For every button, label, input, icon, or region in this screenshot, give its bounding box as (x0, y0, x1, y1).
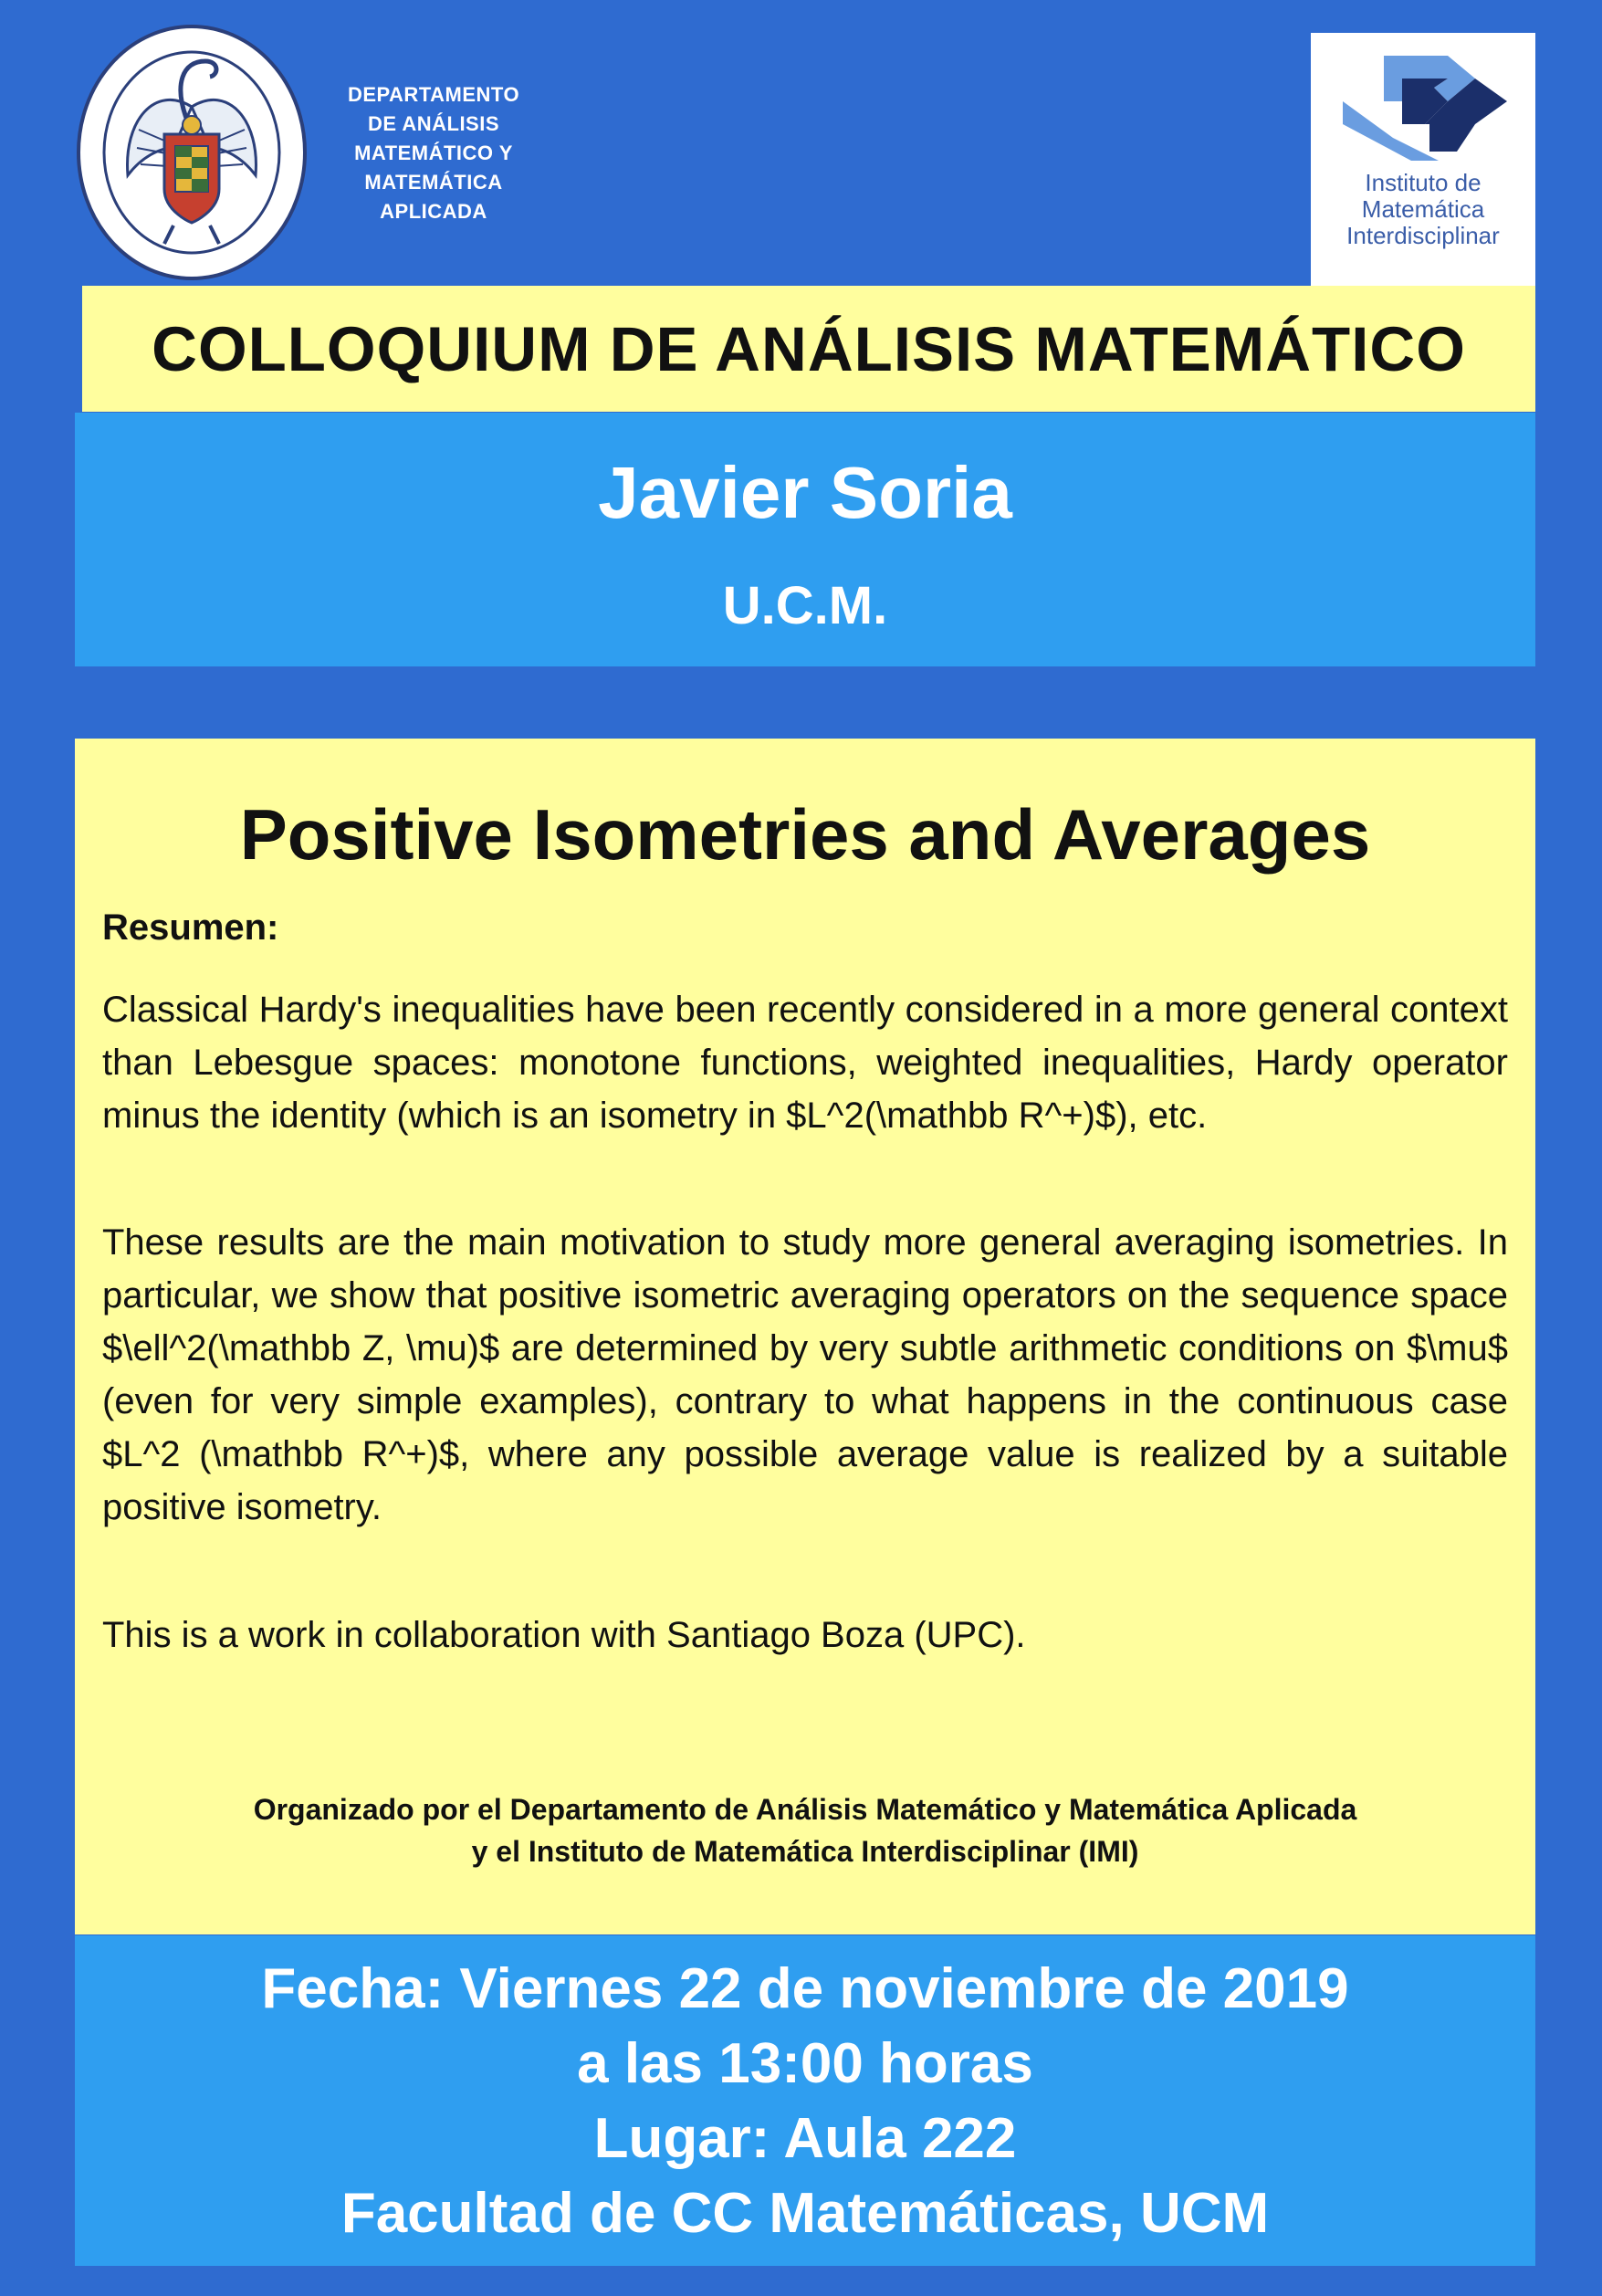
department-line: MATEMÁTICA (364, 171, 503, 194)
organizers (75, 1788, 1535, 1872)
department-line: APLICADA (380, 200, 487, 223)
abstract-label: Resumen: (102, 907, 279, 948)
department-name (315, 80, 552, 226)
speaker-section (75, 413, 1535, 666)
department-line: MATEMÁTICO Y (354, 142, 513, 164)
colloquium-banner (82, 286, 1535, 412)
department-line: DE ANÁLISIS (367, 112, 500, 135)
abstract-paragraph: Classical Hardy's inequalities have been recently considered in a more general context than Lebesgue spaces: monotone functions, weighted inequalities, Hardy operator minus the identity (which is an isometry in $L^2(\mathbb R^+)$), etc. (102, 990, 1508, 1136)
speaker-affiliation: U.C.M. (722, 576, 888, 635)
colloquium-title: COLLOQUIUM DE ANÁLISIS MATEMÁTICO (152, 313, 1466, 384)
institute-name (1311, 170, 1535, 249)
event-date: Fecha: Viernes 22 de noviembre de 2019 (261, 1957, 1349, 2020)
abstract-paragraph: These results are the main motivation to study more general averaging isometries. In particular, we show that positive isometric averaging operators on the sequence space $\ell^2(\mathbb Z, \mu)$ are determined by very subtle arithmetic conditions on $\mu$ (even for very simple examples), contrary to what happens in the continuous case $L^2 (\mathbb R^+)$, where any possible average value is realized by a suitable positive isometry. (102, 1222, 1508, 1527)
department-line: DEPARTAMENTO (347, 83, 520, 106)
organizers-line: Organizado por el Departamento de Análisis Matemático y Matemática Aplicada (253, 1793, 1357, 1826)
imi-logo-icon (1338, 51, 1512, 165)
abstract-section (75, 739, 1535, 1934)
institute-line: Instituto de (1365, 169, 1482, 196)
institute-logo (1311, 33, 1535, 286)
organizers-line: y el Instituto de Matemática Interdisciplinar (IMI) (471, 1835, 1139, 1868)
event-venue: Facultad de CC Matemáticas, UCM (340, 2182, 1270, 2245)
talk-title: Positive Isometries and Averages (239, 794, 1371, 875)
institute-line: Interdisciplinar (1346, 222, 1500, 249)
speaker-name: Javier Soria (598, 452, 1012, 533)
institute-line: Matemática (1361, 195, 1485, 223)
university-seal-icon (73, 20, 310, 285)
abstract-paragraph: This is a work in collaboration with Santiago Boza (UPC). (102, 1615, 1026, 1655)
event-room: Lugar: Aula 222 (593, 2107, 1017, 2170)
event-time: a las 13:00 horas (577, 2032, 1033, 2095)
event-details (75, 1935, 1535, 2266)
